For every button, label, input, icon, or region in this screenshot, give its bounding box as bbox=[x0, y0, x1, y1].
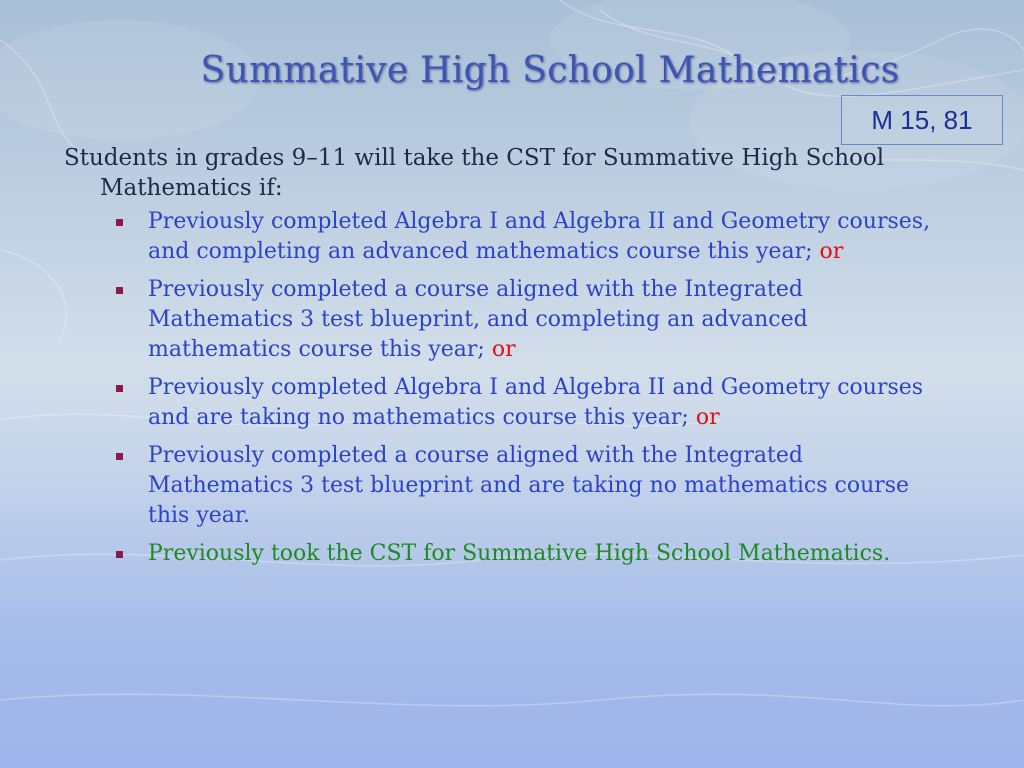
list-item-text: Previously completed Algebra I and Algebra II and Geometry courses and are taking no mathematics course this year; bbox=[148, 375, 924, 430]
connector-or: or bbox=[491, 337, 516, 362]
reference-label: M 15, 81 bbox=[871, 104, 973, 135]
connector-or: or bbox=[695, 405, 720, 430]
reference-box bbox=[841, 95, 1003, 145]
square-bullet-icon bbox=[116, 287, 123, 294]
square-bullet-icon bbox=[116, 551, 123, 558]
list-item bbox=[64, 539, 948, 569]
connector-or: or bbox=[819, 239, 844, 264]
list-item bbox=[64, 373, 948, 433]
square-bullet-icon bbox=[116, 385, 123, 392]
square-bullet-icon bbox=[116, 453, 123, 460]
list-item-text: Previously completed a course aligned with the Integrated Mathematics 3 test blueprint and are taking no mathematics course this year. bbox=[148, 443, 910, 528]
list-item bbox=[64, 441, 948, 531]
intro-paragraph: Students in grades 9–11 will take the CST for Summative High School Mathematics if: bbox=[64, 145, 885, 201]
list-item-text: Previously took the CST for Summative High School Mathematics. bbox=[148, 541, 891, 566]
slide-content bbox=[64, 143, 944, 577]
slide-title: Summative High School Mathematics bbox=[200, 50, 900, 91]
list-item bbox=[64, 207, 948, 267]
list-item-text: Previously completed a course aligned with the Integrated Mathematics 3 test blueprint, and completing an advanced mathematics course this year; bbox=[148, 277, 808, 362]
list-item-text: Previously completed Algebra I and Algebra II and Geometry courses, and completing an advanced mathematics course this year; bbox=[148, 209, 931, 264]
condition-list bbox=[64, 207, 944, 569]
list-item bbox=[64, 275, 948, 365]
square-bullet-icon bbox=[116, 219, 123, 226]
